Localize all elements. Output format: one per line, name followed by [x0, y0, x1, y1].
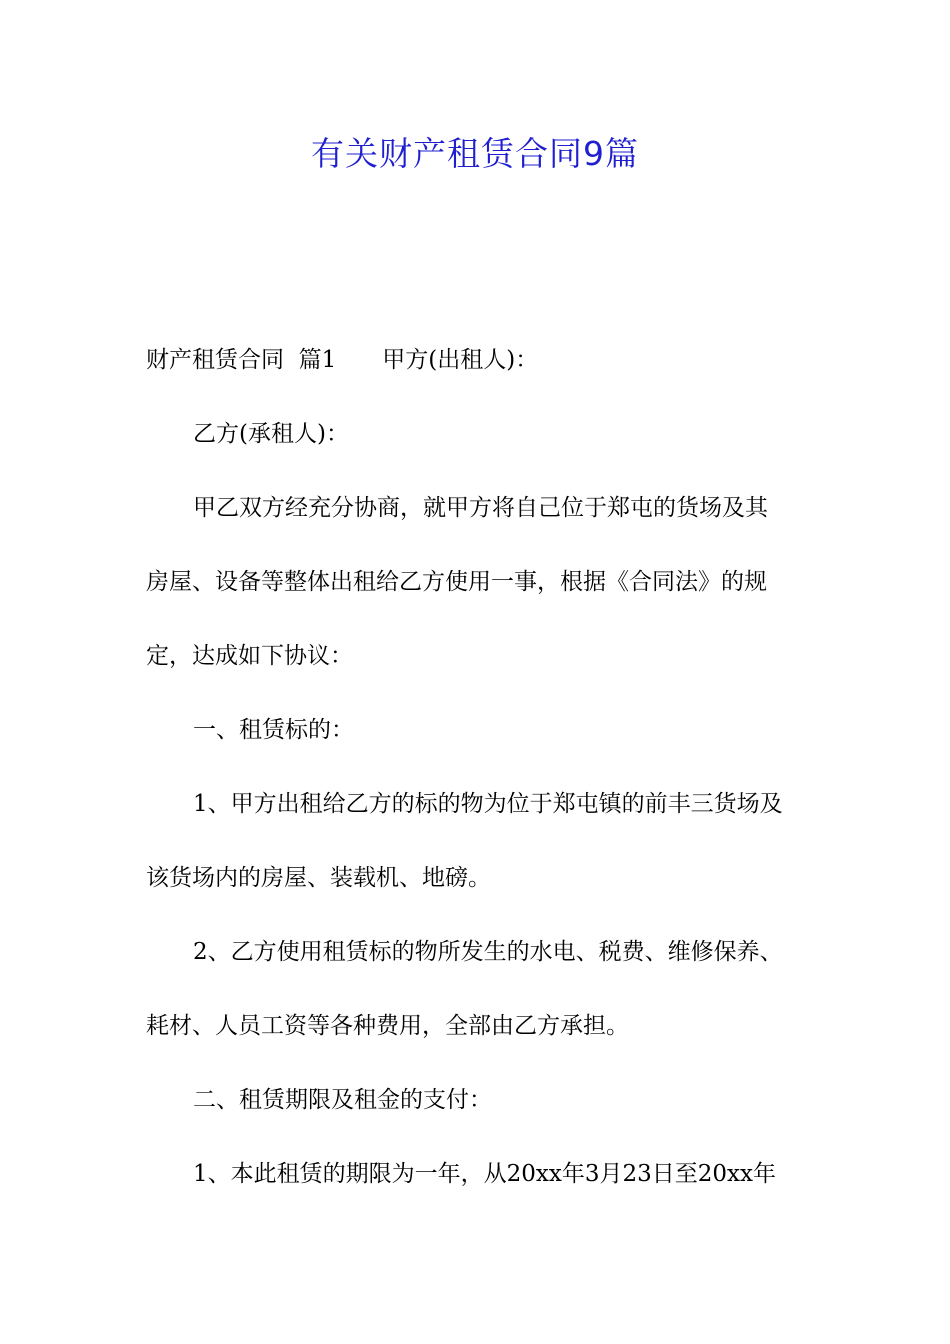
- document-body: [146, 336, 810, 1224]
- party-b-label: 乙方(承租人)：: [193, 421, 349, 447]
- party-a-label: 甲方(出租人)：: [382, 347, 539, 373]
- paragraph-line: 1、甲方出租给乙方的标的物为位于郑屯镇的前丰三货场及: [193, 791, 783, 817]
- paragraph-line: 该货场内的房屋、装载机、地磅。: [146, 865, 491, 891]
- clause-heading: 二、租赁期限及租金的支付：: [193, 1087, 492, 1113]
- section-heading: 财产租赁合同 篇1: [146, 347, 337, 373]
- paragraph-line: 2、乙方使用租赁标的物所发生的水电、税费、维修保养、: [193, 939, 783, 965]
- paragraph-line: 耗材、人员工资等各种费用，全部由乙方承担。: [146, 1013, 629, 1039]
- document-title: 有关财产租赁合同9篇: [311, 134, 639, 173]
- paragraph-line: 甲乙双方经充分协商，就甲方将自己位于郑屯的货场及其: [193, 495, 768, 521]
- paragraph-line: [146, 336, 810, 410]
- paragraph-line: 定，达成如下协议：: [146, 643, 353, 669]
- paragraph-line: 1、本此租赁的期限为一年，从20xx年3月23日至20xx年: [193, 1161, 776, 1187]
- clause-heading: 一、租赁标的：: [193, 717, 354, 743]
- paragraph-line: 房屋、设备等整体出租给乙方使用一事，根据《合同法》的规: [146, 569, 767, 595]
